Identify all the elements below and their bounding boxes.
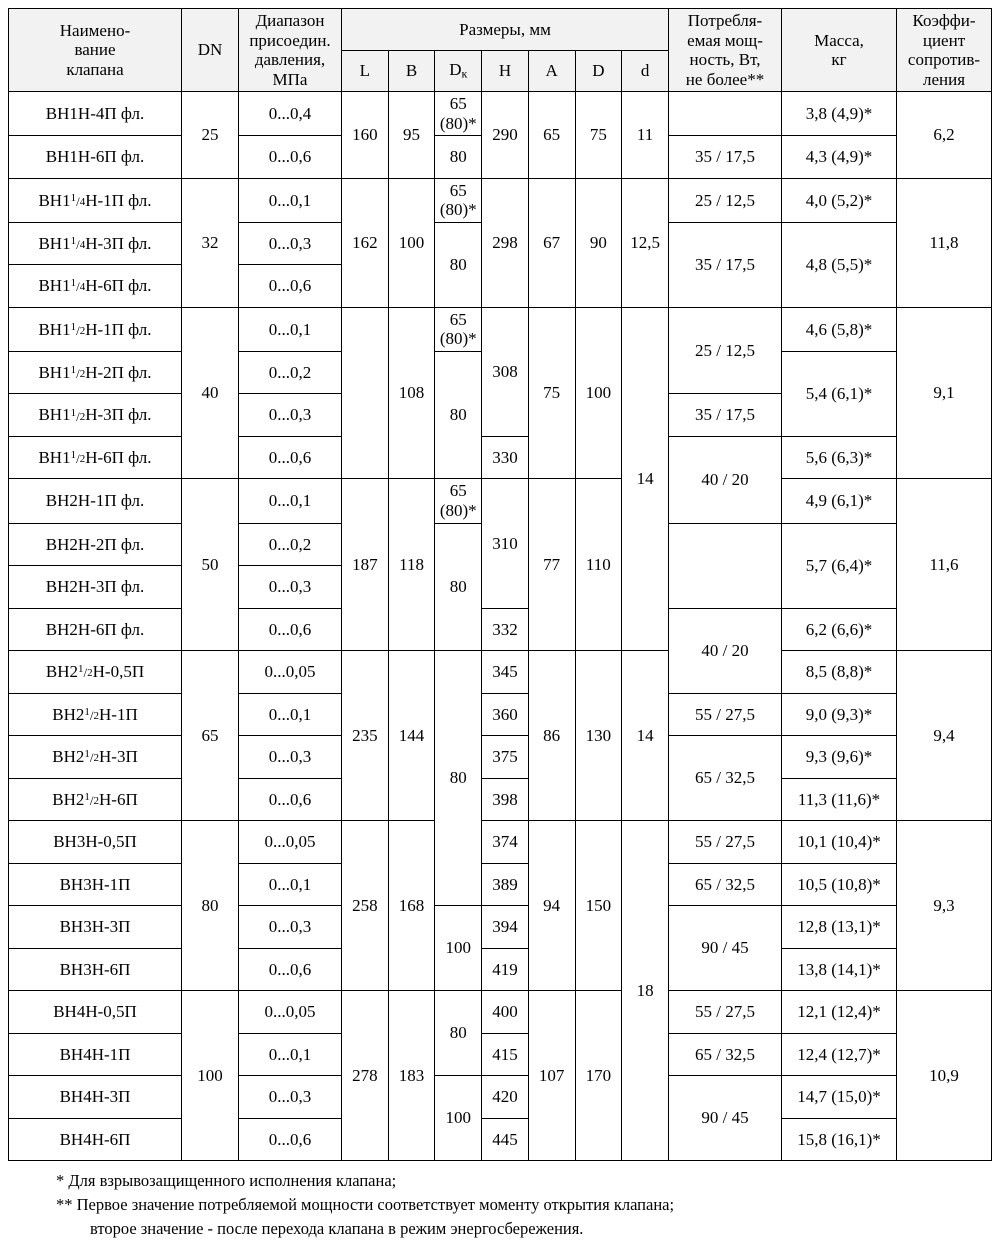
cell-pressure-range: 0...0,1 — [239, 693, 342, 736]
note-asterisk: * Для взрывозащищенного исполнения клапана; — [56, 1171, 397, 1191]
table-row — [9, 307, 992, 351]
cell-size-D: 130 — [575, 651, 622, 821]
cell-size-Dk: 80 — [435, 651, 482, 906]
header-sizes-group: Размеры, мм — [342, 9, 669, 51]
cell-size-H: 290 — [482, 92, 529, 179]
cell-valve-name: ВН3Н-3П — [9, 906, 182, 949]
cell-coefficient: 6,2 — [897, 92, 992, 179]
cell-mass: 6,2 (6,6)* — [782, 608, 897, 651]
cell-power: 40 / 20 — [669, 608, 782, 693]
cell-pressure-range: 0...0,3 — [239, 566, 342, 609]
header-mass-line2: кг — [831, 50, 847, 70]
header-power — [669, 9, 782, 92]
cell-mass: 3,8 (4,9)* — [782, 92, 897, 136]
header-power-line4: не более** — [685, 69, 765, 89]
cell-power: 65 / 32,5 — [669, 863, 782, 906]
cell-size-B: 168 — [388, 821, 435, 991]
header-size-A: A — [528, 51, 575, 92]
cell-size-Dk: 100 — [435, 906, 482, 991]
cell-size-d: 18 — [622, 821, 669, 1161]
cell-mass: 4,3 (4,9)* — [782, 136, 897, 179]
cell-valve-name: $ВН1^1/_4Н-6П$ фл. — [9, 265, 182, 308]
cell-power: 35 / 17,5 — [669, 136, 782, 179]
header-valve-name-line3: клапана — [66, 59, 124, 79]
cell-size-H: 332 — [482, 608, 529, 651]
table-row — [9, 608, 992, 651]
table-row — [9, 436, 992, 479]
cell-size-L: 160 — [342, 92, 389, 179]
cell-size-d: 11 — [622, 92, 669, 179]
cell-size-D: 90 — [575, 178, 622, 307]
cell-mass: 14,7 (15,0)* — [782, 1076, 897, 1119]
cell-size-H: 398 — [482, 778, 529, 821]
cell-size-H: 310 — [482, 479, 529, 608]
cell-dn: 80 — [182, 821, 239, 991]
cell-size-B: 183 — [388, 991, 435, 1161]
cell-pressure-range: 0...0,6 — [239, 778, 342, 821]
cell-mass: 12,1 (12,4)* — [782, 991, 897, 1034]
header-size-H: H — [482, 51, 529, 92]
cell-size-B: 100 — [388, 178, 435, 307]
cell-valve-name: ВН2Н-3П фл. — [9, 566, 182, 609]
cell-coefficient: 9,3 — [897, 821, 992, 991]
table-row — [9, 92, 992, 136]
cell-mass: 4,0 (5,2)* — [782, 178, 897, 222]
table-body — [9, 92, 992, 1161]
cell-size-L: 258 — [342, 821, 389, 991]
cell-pressure-range: 0...0,1 — [239, 479, 342, 523]
header-resistance-coefficient — [897, 9, 992, 92]
cell-size-L: 235 — [342, 651, 389, 821]
cell-valve-name: ВН1Н-6П фл. — [9, 136, 182, 179]
cell-power: 90 / 45 — [669, 906, 782, 991]
cell-mass: 12,4 (12,7)* — [782, 1033, 897, 1076]
table-row — [9, 693, 992, 736]
cell-pressure-range: 0...0,3 — [239, 1076, 342, 1119]
cell-power: 65 / 32,5 — [669, 1033, 782, 1076]
cell-pressure-range: 0...0,6 — [239, 608, 342, 651]
cell-size-B: 95 — [388, 92, 435, 179]
cell-size-A: 86 — [528, 651, 575, 821]
cell-size-A: 94 — [528, 821, 575, 991]
cell-size-H: 374 — [482, 821, 529, 864]
header-power-line2: емая мощ- — [687, 30, 763, 50]
cell-pressure-range: 0...0,05 — [239, 821, 342, 864]
header-power-line3: ность, Вт, — [689, 50, 761, 70]
cell-size-A: 75 — [528, 307, 575, 479]
cell-power: 25 / 12,5 — [669, 307, 782, 394]
cell-size-Dk: 80 — [435, 222, 482, 307]
header-size-Dk-subscript: к — [461, 67, 468, 82]
cell-power: 90 / 45 — [669, 1076, 782, 1161]
cell-valve-name: ВН3Н-6П — [9, 948, 182, 991]
cell-size-L: 162 — [342, 178, 389, 307]
table-row — [9, 1118, 992, 1161]
header-valve-name-line1: Наимено- — [59, 20, 131, 40]
cell-valve-name: ВН4Н-6П — [9, 1118, 182, 1161]
cell-size-H: 298 — [482, 178, 529, 307]
header-pressure-line2: присоедин. — [249, 30, 331, 50]
cell-mass: 13,8 (14,1)* — [782, 948, 897, 991]
table-row — [9, 863, 992, 906]
cell-size-Dk: 80 — [435, 351, 482, 479]
cell-valve-name: ВН4Н-0,5П — [9, 991, 182, 1034]
cell-pressure-range: 0...0,1 — [239, 307, 342, 351]
cell-mass: 5,6 (6,3)* — [782, 436, 897, 479]
cell-valve-name: ВН4Н-1П — [9, 1033, 182, 1076]
cell-pressure-range: 0...0,2 — [239, 523, 342, 566]
cell-power: 35 / 17,5 — [669, 394, 782, 437]
cell-mass: 4,6 (5,8)* — [782, 307, 897, 351]
cell-size-H: 330 — [482, 436, 529, 479]
table-row — [9, 1076, 992, 1119]
cell-power: 25 / 12,5 — [669, 178, 782, 222]
header-pressure-line3: давления, — [254, 50, 326, 70]
note-double-asterisk-cont: второе значение - после перехода клапана в режим энергосбережения. — [90, 1218, 584, 1238]
cell-coefficient: 10,9 — [897, 991, 992, 1161]
cell-size-D: 170 — [575, 991, 622, 1161]
cell-dn: 50 — [182, 479, 239, 651]
table-row — [9, 479, 992, 523]
header-size-d: d — [622, 51, 669, 92]
cell-pressure-range: 0...0,1 — [239, 863, 342, 906]
cell-size-H: 375 — [482, 736, 529, 779]
cell-valve-name: $ВН1^1/_2Н-3П$ фл. — [9, 394, 182, 437]
cell-size-L — [342, 307, 389, 479]
cell-size-H: 394 — [482, 906, 529, 949]
header-size-Dk-main: D — [449, 60, 462, 80]
cell-size-H: 345 — [482, 651, 529, 694]
header-coef-line3: сопротив- — [907, 50, 981, 70]
cell-size-Dk: 65 (80)* — [435, 92, 482, 136]
table-row — [9, 1033, 992, 1076]
header-size-L: L — [342, 51, 389, 92]
cell-valve-name: $ВН1^1/_4Н-1П$ фл. — [9, 178, 182, 222]
header-coef-line2: циент — [922, 30, 966, 50]
cell-dn: 40 — [182, 307, 239, 479]
cell-mass: 10,1 (10,4)* — [782, 821, 897, 864]
cell-size-A: 107 — [528, 991, 575, 1161]
cell-size-H: 419 — [482, 948, 529, 991]
cell-pressure-range: 0...0,2 — [239, 351, 342, 394]
cell-mass: 9,3 (9,6)* — [782, 736, 897, 779]
cell-size-A: 77 — [528, 479, 575, 651]
table-row — [9, 778, 992, 821]
cell-mass: 12,8 (13,1)* — [782, 906, 897, 949]
cell-power: 65 / 32,5 — [669, 736, 782, 821]
header-pressure-range — [239, 9, 342, 92]
cell-coefficient: 11,6 — [897, 479, 992, 651]
cell-pressure-range: 0...0,1 — [239, 178, 342, 222]
cell-dn: 100 — [182, 991, 239, 1161]
header-mass — [782, 9, 897, 92]
cell-pressure-range: 0...0,6 — [239, 136, 342, 179]
cell-power: 55 / 27,5 — [669, 693, 782, 736]
cell-power — [669, 523, 782, 608]
cell-mass: 15,8 (16,1)* — [782, 1118, 897, 1161]
cell-pressure-range: 0...0,3 — [239, 736, 342, 779]
cell-size-Dk: 65 (80)* — [435, 307, 482, 351]
cell-valve-name: $ВН1^1/_2Н-1П$ фл. — [9, 307, 182, 351]
table-row — [9, 821, 992, 864]
cell-size-d: 12,5 — [622, 178, 669, 307]
cell-power: 55 / 27,5 — [669, 991, 782, 1034]
cell-pressure-range: 0...0,05 — [239, 651, 342, 694]
cell-mass: 4,9 (6,1)* — [782, 479, 897, 523]
cell-valve-name: $ВН2^1/_2Н-3П$ — [9, 736, 182, 779]
cell-pressure-range: 0...0,3 — [239, 222, 342, 265]
table-row — [9, 906, 992, 949]
cell-size-A: 67 — [528, 178, 575, 307]
cell-valve-name: ВН3Н-1П — [9, 863, 182, 906]
cell-coefficient: 9,4 — [897, 651, 992, 821]
cell-size-D: 75 — [575, 92, 622, 179]
cell-size-Dk: 100 — [435, 1076, 482, 1161]
cell-size-B: 118 — [388, 479, 435, 651]
cell-mass: 11,3 (11,6)* — [782, 778, 897, 821]
header-size-Dk — [435, 51, 482, 92]
header-row-1 — [9, 9, 992, 51]
cell-size-H: 415 — [482, 1033, 529, 1076]
cell-valve-name: $ВН1^1/_2Н-2П$ фл. — [9, 351, 182, 394]
cell-mass: 9,0 (9,3)* — [782, 693, 897, 736]
cell-power — [669, 92, 782, 136]
note-double-asterisk: ** Первое значение потребляемой мощности соответствует моменту открытия клапана; — [56, 1194, 675, 1214]
cell-pressure-range: 0...0,05 — [239, 991, 342, 1034]
cell-valve-name: $ВН2^1/_2Н-6П$ — [9, 778, 182, 821]
cell-size-D: 150 — [575, 821, 622, 991]
cell-pressure-range: 0...0,6 — [239, 1118, 342, 1161]
cell-size-L: 187 — [342, 479, 389, 651]
header-dn: DN — [182, 9, 239, 92]
cell-size-A: 65 — [528, 92, 575, 179]
cell-dn: 65 — [182, 651, 239, 821]
cell-size-D: 100 — [575, 307, 622, 479]
valve-specifications-table — [8, 8, 992, 1161]
table-row — [9, 736, 992, 779]
cell-size-B: 144 — [388, 651, 435, 821]
header-valve-name — [9, 9, 182, 92]
cell-pressure-range: 0...0,6 — [239, 265, 342, 308]
cell-valve-name: $ВН2^1/_2Н-0,5П$ — [9, 651, 182, 694]
table-header — [9, 9, 992, 92]
cell-valve-name: $ВН1^1/_2Н-6П$ фл. — [9, 436, 182, 479]
cell-mass: 5,4 (6,1)* — [782, 351, 897, 436]
cell-mass: 8,5 (8,8)* — [782, 651, 897, 694]
cell-valve-name: ВН4Н-3П — [9, 1076, 182, 1119]
header-coef-line1: Коэффи- — [912, 11, 976, 30]
header-valve-name-line2: вание — [74, 40, 116, 60]
cell-pressure-range: 0...0,6 — [239, 948, 342, 991]
table-row — [9, 178, 992, 222]
cell-size-H: 420 — [482, 1076, 529, 1119]
cell-coefficient: 11,8 — [897, 178, 992, 307]
cell-mass: 5,7 (6,4)* — [782, 523, 897, 608]
header-pressure-line4: МПа — [272, 69, 308, 89]
cell-power: 35 / 17,5 — [669, 222, 782, 307]
cell-size-H: 308 — [482, 307, 529, 436]
cell-dn: 32 — [182, 178, 239, 307]
cell-size-d: 14 — [622, 651, 669, 821]
cell-size-L: 278 — [342, 991, 389, 1161]
cell-mass: 10,5 (10,8)* — [782, 863, 897, 906]
cell-size-Dk: 80 — [435, 523, 482, 651]
cell-valve-name: ВН2Н-1П фл. — [9, 479, 182, 523]
cell-pressure-range: 0...0,4 — [239, 92, 342, 136]
table-row — [9, 651, 992, 694]
cell-size-H: 389 — [482, 863, 529, 906]
cell-valve-name: ВН1Н-4П фл. — [9, 92, 182, 136]
cell-size-Dk: 80 — [435, 991, 482, 1076]
cell-size-Dk: 80 — [435, 136, 482, 179]
header-mass-line1: Масса, — [814, 30, 864, 50]
table-notes — [8, 1169, 992, 1241]
header-coef-line4: ления — [922, 69, 966, 89]
cell-size-d: 14 — [622, 307, 669, 650]
cell-size-H: 445 — [482, 1118, 529, 1161]
cell-size-B: 108 — [388, 307, 435, 479]
cell-size-H: 360 — [482, 693, 529, 736]
cell-valve-name: $ВН2^1/_2Н-1П$ — [9, 693, 182, 736]
cell-valve-name: $ВН1^1/_4Н-3П$ фл. — [9, 222, 182, 265]
header-size-D: D — [575, 51, 622, 92]
header-pressure-line1: Диапазон — [255, 11, 325, 30]
cell-power: 40 / 20 — [669, 436, 782, 523]
table-row — [9, 948, 992, 991]
cell-dn: 25 — [182, 92, 239, 179]
cell-coefficient: 9,1 — [897, 307, 992, 479]
cell-size-D: 110 — [575, 479, 622, 651]
cell-size-Dk: 65 (80)* — [435, 479, 482, 523]
cell-pressure-range: 0...0,3 — [239, 394, 342, 437]
cell-size-Dk: 65 (80)* — [435, 178, 482, 222]
cell-pressure-range: 0...0,6 — [239, 436, 342, 479]
cell-valve-name: ВН2Н-6П фл. — [9, 608, 182, 651]
header-size-B: B — [388, 51, 435, 92]
cell-pressure-range: 0...0,1 — [239, 1033, 342, 1076]
cell-valve-name: ВН2Н-2П фл. — [9, 523, 182, 566]
cell-pressure-range: 0...0,3 — [239, 906, 342, 949]
header-power-line1: Потребля- — [687, 11, 763, 30]
table-row — [9, 991, 992, 1034]
cell-mass: 4,8 (5,5)* — [782, 222, 897, 307]
cell-power: 55 / 27,5 — [669, 821, 782, 864]
cell-size-H: 400 — [482, 991, 529, 1034]
cell-valve-name: ВН3Н-0,5П — [9, 821, 182, 864]
